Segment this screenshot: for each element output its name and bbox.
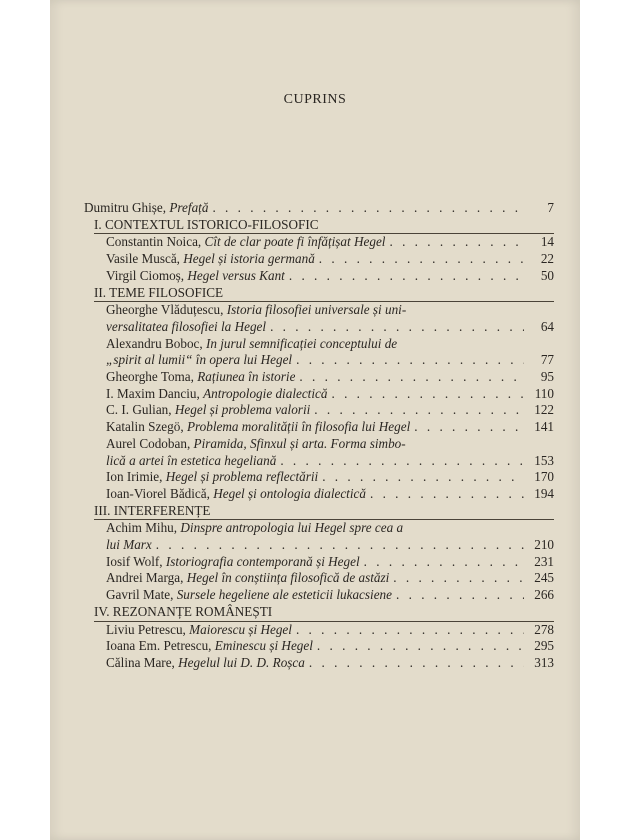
entry-title: Eminescu și Hegel: [214, 638, 313, 654]
entry-author: Andrei Marga,: [106, 570, 187, 586]
section-heading: [94, 217, 554, 235]
section-heading: [94, 503, 554, 521]
entry-page-number: 170: [534, 469, 554, 485]
entry-page-number: 14: [540, 234, 554, 250]
entry-page-number: 313: [534, 654, 554, 670]
entry-title: Hegel și problema reflectării: [165, 469, 319, 485]
dot-leaders: [364, 554, 524, 571]
entry-title: Piramida, Sfinxul și arta. Forma simbo-: [193, 435, 406, 451]
entry-author: Ion Irimie,: [106, 469, 166, 485]
entry-author: I. Maxim Danciu,: [106, 385, 204, 401]
toc-entry: [106, 537, 554, 554]
toc-entry: [106, 469, 554, 486]
entry-text: [106, 319, 266, 336]
dot-leaders: [331, 386, 524, 403]
entry-author: Achim Mihu,: [106, 520, 181, 536]
entry-page-number: 153: [534, 452, 554, 468]
toc-entry: [106, 251, 554, 268]
entry-author: Iosif Wolf,: [106, 553, 166, 569]
toc-entry: [106, 587, 554, 604]
dot-leaders: [280, 453, 524, 470]
entry-title: Rațiunea în istorie: [197, 369, 296, 385]
entry-title: Hegel în conștiința filosofică de astăzi: [186, 570, 390, 586]
entry-author: Dumitru Ghișe,: [84, 200, 170, 215]
toc-entry: [106, 486, 554, 503]
table-of-contents: [84, 200, 554, 672]
entry-title: Prefață: [169, 200, 209, 215]
entry-title: Istoriografia contemporană și Hegel: [165, 553, 360, 569]
entry-title: Hegel și istoria germană: [183, 251, 315, 267]
toc-entry: [106, 419, 554, 436]
entry-page-number: 210: [534, 537, 554, 553]
entry-author: Călina Mare,: [106, 654, 179, 670]
entry-text: [106, 520, 554, 537]
entry-title: Maiorescu și Hegel: [189, 621, 292, 637]
section-heading-text: I. CONTEXTUL ISTORICO-FILOSOFIC: [94, 216, 319, 232]
dot-leaders: [370, 486, 524, 503]
dot-leaders: [319, 251, 524, 268]
entry-page-number: 110: [534, 385, 554, 401]
toc-entry: [106, 655, 554, 672]
entry-author: Alexandru Boboc,: [106, 335, 206, 351]
toc-entry: [106, 570, 554, 587]
toc-entry: [106, 453, 554, 470]
entry-page-number: 77: [540, 352, 554, 368]
dot-leaders: [289, 268, 524, 285]
entry-text: [106, 638, 313, 655]
toc-entry: [84, 200, 554, 217]
entry-page-number: 141: [534, 419, 554, 435]
toc-entry: [106, 302, 554, 319]
dot-leaders: [156, 537, 524, 554]
entry-title: Hegel și ontologia dialectică: [213, 485, 366, 501]
toc-entry: [106, 369, 554, 386]
entry-page-number: 64: [540, 318, 554, 334]
toc-entry: [106, 268, 554, 285]
dot-leaders: [309, 655, 524, 672]
entry-page-number: 22: [540, 251, 554, 267]
entry-page-number: 7: [547, 200, 554, 215]
entry-page-number: 266: [534, 587, 554, 603]
toc-entry: [106, 319, 554, 336]
toc-entry: [106, 554, 554, 571]
entry-text: [106, 234, 385, 251]
entry-title: „spirit al lumii“ în opera lui Hegel: [106, 352, 293, 368]
dot-leaders: [296, 352, 524, 369]
toc-entry: [106, 638, 554, 655]
entry-title: Problema moralității în filosofia lui Hegel: [186, 419, 411, 435]
dot-leaders: [270, 319, 524, 336]
toc-entry: [106, 520, 554, 537]
entry-text: [106, 386, 327, 403]
page-title: CUPRINS: [283, 92, 347, 107]
toc-entry: [106, 402, 554, 419]
dot-leaders: [314, 402, 524, 419]
toc-entry: [106, 352, 554, 369]
entry-text: [106, 655, 305, 672]
toc-entry: [106, 336, 554, 353]
entry-text: [106, 402, 310, 419]
entry-page-number: 194: [534, 485, 554, 501]
entry-title: Dinspre antropologia lui Hegel spre cea a: [180, 520, 404, 536]
entry-author: Aurel Codoban,: [106, 435, 194, 451]
dot-leaders: [393, 570, 524, 587]
section-heading: [94, 604, 554, 622]
dot-leaders: [299, 369, 524, 386]
entry-page-number: 245: [534, 570, 554, 586]
entry-author: C. I. Gulian,: [106, 402, 175, 418]
entry-author: Gheorghe Toma,: [106, 369, 198, 385]
entry-page-number: 95: [540, 369, 554, 385]
entry-author: Virgil Ciomoș,: [106, 267, 188, 283]
entry-page-number: 295: [534, 638, 554, 654]
section-heading-text: III. INTERFERENȚE: [94, 502, 211, 518]
section-heading-text: II. TEME FILOSOFICE: [94, 284, 224, 300]
entry-author: Gheorghe Vlăduțescu,: [106, 302, 227, 318]
section-heading: [94, 285, 554, 303]
entry-page-number: 122: [534, 402, 554, 418]
section-heading-text: IV. REZONANȚE ROMÂNEȘTI: [94, 603, 273, 619]
entry-text: [106, 369, 295, 386]
entry-title: Hegelul lui D. D. Roșca: [178, 654, 305, 670]
entry-title: Hegel și problema valorii: [174, 402, 311, 418]
entry-text: [106, 336, 554, 353]
entry-text: [106, 554, 360, 571]
entry-title: Hegel versus Kant: [187, 267, 285, 283]
toc-entry: [106, 622, 554, 639]
entry-text: [106, 622, 292, 639]
toc-entry: [106, 436, 554, 453]
entry-text: [106, 537, 152, 554]
entry-text: [106, 268, 285, 285]
entry-author: Gavril Mate,: [106, 587, 177, 603]
dot-leaders: [396, 587, 524, 604]
entry-title: Sursele hegeliene ale esteticii lukacsiene: [176, 587, 392, 603]
entry-title: lică a artei în estetica hegeliană: [106, 452, 277, 468]
dot-leaders: [317, 638, 524, 655]
dot-leaders: [414, 419, 524, 436]
entry-text: [106, 570, 389, 587]
entry-text: [106, 251, 315, 268]
entry-text: [106, 469, 318, 486]
entry-title: lui Marx: [106, 537, 152, 553]
entry-author: Katalin Szegö,: [106, 419, 187, 435]
toc-entry: [106, 386, 554, 403]
entry-author: Ioana Em. Petrescu,: [106, 638, 215, 654]
entry-page-number: 278: [534, 621, 554, 637]
toc-entry: [106, 234, 554, 251]
book-page: [50, 0, 580, 840]
dot-leaders: [296, 622, 524, 639]
entry-text: [106, 302, 554, 319]
entry-author: Constantin Noica,: [106, 234, 205, 250]
entry-title: In jurul semnificației conceptului de: [205, 335, 398, 351]
entry-author: Vasile Muscă,: [106, 251, 184, 267]
entry-text: [106, 436, 554, 453]
entry-title: versalitatea filosofiei la Hegel: [106, 318, 267, 334]
dot-leaders: [212, 200, 524, 217]
entry-author: Ioan-Viorel Bădică,: [106, 485, 214, 501]
entry-text: [106, 352, 292, 369]
entry-text: [106, 453, 276, 470]
entry-text: [106, 486, 366, 503]
dot-leaders: [322, 469, 524, 486]
entry-title: Istoria filosofiei universale și uni-: [226, 302, 407, 318]
entry-title: Antropologie dialectică: [203, 385, 328, 401]
entry-page-number: 50: [540, 267, 554, 283]
entry-title: Cît de clar poate fi înfățișat Hegel: [204, 234, 386, 250]
entry-text: [106, 419, 410, 436]
dot-leaders: [389, 234, 524, 251]
entry-page-number: 231: [534, 553, 554, 569]
entry-text: [84, 200, 208, 217]
entry-text: [106, 587, 392, 604]
entry-author: Liviu Petrescu,: [106, 621, 190, 637]
